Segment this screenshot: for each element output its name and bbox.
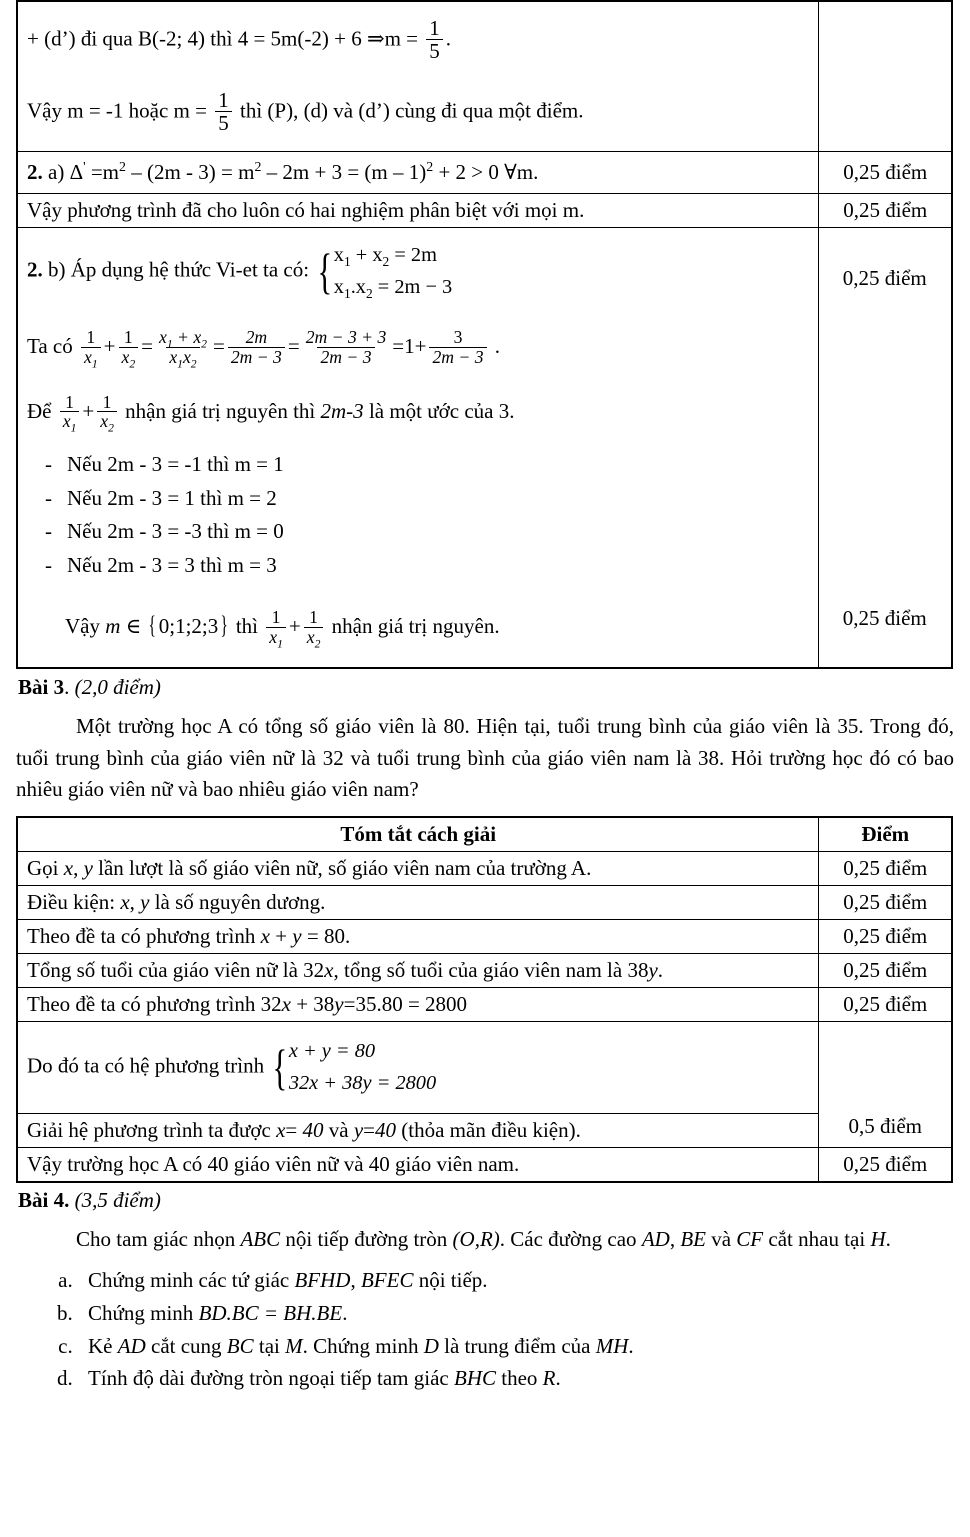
system-row-2: $x_1.x_2 = 2m - 3$	[333, 275, 453, 301]
label-2b-num: 2.	[27, 257, 43, 282]
frac-2m-over-2m-3: $\frac{2m}{2m - 3}$	[228, 328, 285, 366]
exponent-2: 2	[119, 158, 126, 174]
text-dprime-mid: m =	[384, 26, 424, 51]
left-brace-icon: {	[317, 243, 333, 299]
cell-pt1: Theo đề ta có phương trình x + y = 80.	[17, 920, 818, 954]
text-dprime-tail: .	[445, 26, 452, 51]
system-row-1: $x_1 + x_2 = 2m$	[333, 244, 437, 270]
bai3-points: (2,0 điểm)	[74, 674, 161, 699]
label-2: 2.	[27, 159, 43, 184]
frac-1-x1-b: $\frac{1}{x_1}$	[60, 393, 80, 431]
member-symbol: ∈	[120, 614, 147, 639]
table-row	[17, 1148, 952, 1183]
bai4-item-list	[16, 1264, 954, 1395]
exponent-2b: 2	[254, 158, 262, 174]
line-2a-delta: 2. a) $\Delta' =m^2 - (2m - 3) = m^2 - 2m + 3 = (m - 1)^2 + 2 > 0$ ∀m.	[27, 158, 539, 184]
text-he-pt: Do đó ta có hệ phương trình	[27, 1053, 265, 1078]
cell-points-2a-1: 0,25 điểm	[818, 151, 952, 194]
fraction-denominator: 5	[215, 111, 232, 134]
cell-points-tong-tuoi: 0,25 điểm	[818, 954, 952, 988]
cell-points-pt1: 0,25 điểm	[818, 920, 952, 954]
case-text: Nếu 2m - 3 = -3 thì m = 0	[67, 519, 284, 544]
cell-points-2a-2: 0,25 điểm	[818, 194, 952, 228]
list-item: b. Chứng minh BD.BC = BH.BE.	[78, 1297, 954, 1330]
cell-dieu-kien: Điều kiện: x, y là số nguyên dương.	[17, 886, 818, 920]
table-row	[17, 886, 952, 920]
section-title-bai3	[18, 675, 954, 700]
table-row	[17, 151, 952, 194]
table-row	[17, 228, 952, 668]
cell-solution-2b	[17, 228, 818, 668]
table-row	[17, 194, 952, 228]
case-text: Nếu 2m - 3 = 3 thì m = 3	[67, 552, 277, 577]
text-de-tail: nhận giá trị nguyên thì	[119, 398, 321, 423]
exponent-2c: 2	[426, 158, 434, 174]
dash-bullet: -	[45, 552, 52, 577]
list-item	[27, 515, 810, 549]
case-text: Nếu 2m - 3 = 1 thì m = 2	[67, 485, 277, 510]
case-list	[27, 448, 810, 582]
cell-points-dprime	[818, 1, 952, 151]
points-2b-bottom: 0,25 điểm	[842, 606, 927, 631]
case-text: Nếu 2m - 3 = -1 thì m = 1	[67, 452, 284, 476]
cell-solution-dprime	[17, 1, 818, 151]
dash-bullet: -	[45, 452, 52, 476]
cell-points-dieu-kien: 0,25 điểm	[818, 886, 952, 920]
system-rows	[334, 240, 452, 303]
table-row	[17, 988, 952, 1022]
frac-1-x2-b: $\frac{1}{x_2}$	[97, 393, 117, 431]
dash-bullet: -	[45, 485, 52, 510]
frac-1-x2-c: $\frac{1}{x_2}$	[304, 608, 324, 646]
text-de-divisor: 2m-3	[320, 398, 364, 423]
text-viet-intro: Áp dụng hệ thức Vi-et ta có:	[70, 257, 310, 282]
text-conclusion-tail: nhận giá trị nguyên.	[326, 614, 500, 639]
bai3-statement: Một trường học A có tổng số giáo viên là 80. Hiện tại, tuổi trung bình của giáo viên là 35. Trong đó, tuổi trung bình của giáo viên nữ là 32 và tuổi trung bình của giáo viên nam là 38. Hỏi trường học đó có bao nhiêu giáo viên nữ và bao nhiêu giáo viên nam?	[16, 713, 954, 802]
list-item	[27, 549, 810, 583]
line-de: Để $\frac{1}{x_1}$ + $\frac{1}{x_2}$ nhận giá trị nguyên thì 2m-3 là một ước của 3.	[27, 391, 515, 435]
frac-3-over-2m-3: $\frac{3}{2m - 3}$	[429, 328, 486, 366]
fraction-one-fifth-2	[215, 89, 232, 135]
text-de-lead: Để	[27, 398, 57, 423]
bai4-statement: Cho tam giác nhọn ABC nội tiếp đường tròn (O,R). Các đường cao AD, BE và CF cắt nhau tại H.	[76, 1227, 891, 1252]
cell-he-pt	[17, 1022, 818, 1114]
line-2b-viet	[27, 240, 810, 303]
var-m: m	[105, 614, 121, 639]
system-bai3	[268, 1036, 436, 1099]
dash-bullet: -	[45, 519, 52, 544]
text-de-end: là một ước của 3.	[363, 398, 515, 423]
table-row	[17, 920, 952, 954]
implies-symbol: ⇒	[366, 26, 385, 51]
answer-table-bai2	[16, 0, 953, 669]
cell-pt2: Theo đề ta có phương trình 32x + 38y=35.80 = 2800	[17, 988, 818, 1022]
cell-tong-tuoi: Tổng số tuổi của giáo viên nữ là 32x, tổng số tuổi của giáo viên nam là 38y.	[17, 954, 818, 988]
header-solution: Tóm tắt cách giải	[17, 817, 818, 852]
cell-solution-2a-delta	[17, 151, 818, 194]
label-2b-letter: b)	[42, 257, 71, 282]
text-vaym-tail: thì (P), (d) và (d’) cùng đi qua một điểm.	[234, 98, 584, 123]
answer-table-bai3	[16, 816, 953, 1183]
prime-mark: '	[83, 158, 86, 174]
frac-1-x2: $\frac{1}{x_2}$	[119, 328, 139, 366]
list-item: d. Tính độ dài đường tròn ngoại tiếp tam giác BHC theo R.	[78, 1362, 954, 1395]
cell-points-ket-luan: 0,25 điểm	[818, 1148, 952, 1183]
fraction-numerator: 1	[218, 87, 229, 112]
frac-sum-over-prod: $\frac{x_1 + x_2}{x_1x_2}$	[158, 327, 207, 371]
set-values: 0;1;2;3	[158, 614, 219, 639]
cell-points-goi-xy: 0,25 điểm	[818, 852, 952, 886]
line-conclusion-2b: Vậy m ∈ { 0;1;2;3} thì $\frac{1}{x_1}$ + $\frac{1}{x_2}$ nhận giá trị nguyên.	[27, 604, 810, 647]
section-title-bai4	[18, 1188, 954, 1213]
fraction-denominator: 5	[426, 39, 443, 62]
list-item: a. Chứng minh các tứ giác BFHD, BFEC nội tiếp.	[78, 1264, 954, 1297]
bai4-points: (3,5 điểm)	[69, 1188, 161, 1213]
line-vay-m	[27, 87, 810, 136]
bai3-label: Bài 3	[18, 674, 65, 699]
cell-giai-he: Giải hệ phương trình ta được x= 40 và y=40 (thỏa mãn điều kiện).	[17, 1114, 818, 1148]
fraction-numerator: 1	[429, 16, 440, 40]
table-header-row	[17, 817, 952, 852]
cell-ket-luan: Vậy trường học A có 40 giáo viên nữ và 40 giáo viên nam.	[17, 1148, 818, 1183]
cell-points-pt2: 0,25 điểm	[818, 988, 952, 1022]
bai4-label: Bài 4.	[18, 1188, 70, 1213]
header-points: Điểm	[818, 817, 952, 852]
text-thi: thì	[230, 614, 264, 639]
left-brace-icon: {	[272, 1040, 288, 1096]
text-vaym-lead: Vậy m = -1 hoặc m =	[27, 98, 213, 123]
list-item	[27, 482, 810, 516]
left-set-brace-icon: {	[148, 610, 157, 640]
frac-1-x1-c: $\frac{1}{x_1}$	[266, 608, 286, 646]
line-dprime	[27, 18, 810, 64]
system-rows	[289, 1036, 436, 1099]
bai3-sep: .	[64, 674, 75, 699]
table-row	[17, 852, 952, 886]
table-row	[17, 1022, 952, 1114]
table-row	[17, 954, 952, 988]
cell-points-he-pt: 0,5 điểm	[818, 1022, 952, 1148]
fraction-one-fifth	[426, 17, 443, 63]
list-item	[27, 448, 810, 482]
label-a: a)	[42, 159, 70, 184]
text-taco-lead: Ta có	[27, 334, 79, 359]
table-row	[17, 1, 952, 151]
list-item: c. Kẻ AD cắt cung BC tại M. Chứng minh D là trung điểm của MH.	[78, 1330, 954, 1363]
line-taco: Ta có $\frac{1}{x_1}$ + $\frac{1}{x_2}$ = $\frac{x_1 + x_2}{x_1x_2}$ = $\frac{2m}{2m - 3}$ = $\frac{2m - 3 + 3}{2m - 3}$ =1+ $\frac{3}{2m - 3}$ .	[27, 327, 501, 371]
table-row	[17, 1114, 952, 1148]
frac-2m-3-3: $\frac{2m - 3 + 3}{2m - 3}$	[305, 327, 387, 367]
right-set-brace-icon: }	[220, 610, 229, 640]
cell-points-2b	[818, 228, 952, 668]
points-2b-top: 0,25 điểm	[842, 266, 927, 291]
text-vay: Vậy	[65, 614, 106, 639]
cell-goi-xy: Gọi x, y lần lượt là số giáo viên nữ, số giáo viên nam của trường A.	[17, 852, 818, 886]
system-viet	[313, 240, 452, 303]
text-dprime-lead: + (d’) đi qua B(-2; 4) thì 4 = 5m(-2) + 6	[27, 26, 367, 51]
frac-1-x1: $\frac{1}{x_1}$	[81, 328, 101, 366]
cell-solution-2a-concl: Vậy phương trình đã cho luôn có hai nghiệm phân biệt với mọi m.	[17, 194, 818, 228]
system-row-2: 32x + 38y = 2800	[288, 1071, 437, 1094]
system-row-1: x + y = 80	[288, 1040, 376, 1063]
